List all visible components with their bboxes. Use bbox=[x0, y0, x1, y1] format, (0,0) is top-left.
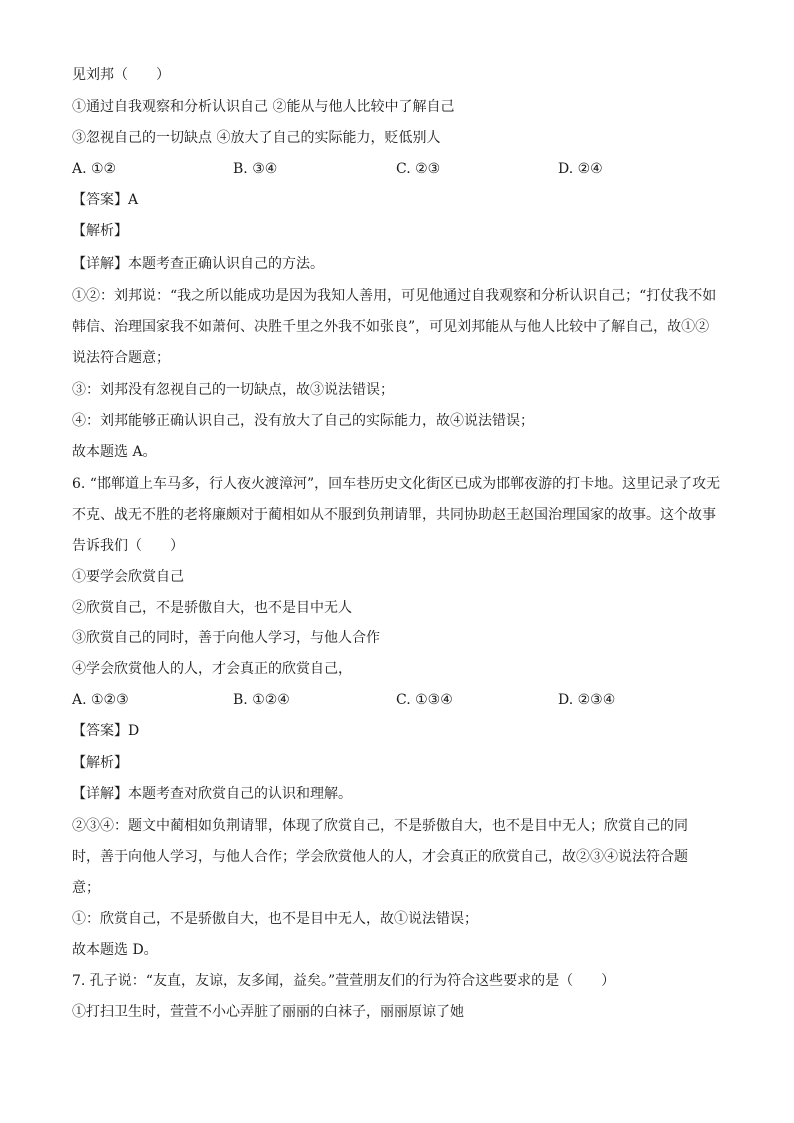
q5-conclusion: 故本题选 A。 bbox=[72, 444, 157, 460]
q6-choice-line: ①要学会欣赏自己 bbox=[72, 569, 184, 585]
q6-answer: 【答案】D bbox=[72, 723, 140, 739]
q5-option-d: D. ②④ bbox=[558, 161, 603, 177]
q5-option-b: B. ③④ bbox=[233, 161, 278, 177]
q5-detail-line: ①②：刘邦说：“我之所以能成功是因为我知人善用，可见他通过自我观察和分析认识自己；“打仗我不如 bbox=[72, 288, 717, 304]
q5-detail-line: ③：刘邦没有忽视自己的一切缺点，故③说法错误； bbox=[72, 382, 394, 398]
q6-option-a: A. ①②③ bbox=[72, 692, 129, 708]
q6-choice-line: ④学会欣赏他人的人，才会真正的欣赏自己， bbox=[72, 661, 352, 677]
q6-option-c: C. ①③④ bbox=[396, 692, 453, 708]
q5-detail-intro: 【详解】本题考查正确认识自己的方法。 bbox=[72, 256, 324, 272]
q5-detail-line: ④：刘邦能够正确认识自己，没有放大了自己的实际能力，故④说法错误； bbox=[72, 413, 534, 429]
q5-option-c: C. ②③ bbox=[396, 161, 441, 177]
q6-detail-line: ①：欣赏自己，不是骄傲自大，也不是目中无人，故①说法错误； bbox=[72, 911, 478, 927]
q6-conclusion: 故本题选 D。 bbox=[72, 942, 158, 958]
q6-choice-line: ②欣赏自己，不是骄傲自大，也不是目中无人 bbox=[72, 600, 352, 616]
q5-stem-end: 见刘邦（ ） bbox=[72, 67, 170, 83]
q6-detail-line: 时，善于向他人学习，与他人合作；学会欣赏他人的人，才会真正的欣赏自己，故②③④说法符合题 bbox=[72, 849, 688, 865]
q6-option-b: B. ①②④ bbox=[233, 692, 290, 708]
q5-answer: 【答案】A bbox=[72, 192, 139, 208]
q7-stem: 7. 孔子说：“友直，友谅，友多闻，益矣。”萱萱朋友们的行为符合这些要求的是（ ） bbox=[72, 973, 616, 989]
q6-detail-line: 意； bbox=[72, 880, 100, 896]
q6-option-d: D. ②③④ bbox=[558, 692, 616, 708]
q5-choice-line-1: ①通过自我观察和分析认识自己 ②能从与他人比较中了解自己 bbox=[72, 99, 455, 115]
q5-detail-line: 韩信、治理国家我不如萧何、决胜千里之外我不如张良”，可见刘邦能从与他人比较中了解自己，故①② bbox=[72, 319, 710, 335]
q6-detail-line: ②③④：题文中蔺相如负荆请罪，体现了欣赏自己，不是骄傲自大，也不是目中无人；欣赏自己的同 bbox=[72, 818, 688, 834]
q5-choice-line-2: ③忽视自己的一切缺点 ④放大了自己的实际能力，贬低别人 bbox=[72, 130, 441, 146]
q5-analysis-heading: 【解析】 bbox=[72, 223, 128, 239]
q5-option-a: A. ①② bbox=[72, 161, 117, 177]
q6-detail-intro: 【详解】本题考查对欣赏自己的认识和理解。 bbox=[72, 786, 352, 802]
q6-stem: 不克、战无不胜的老将廉颇对于蔺相如从不服到负荆请罪，共同协助赵王赵国治理国家的故事。这个故事 bbox=[72, 507, 716, 523]
q6-stem: 告诉我们（ ） bbox=[72, 538, 184, 554]
q5-detail-line: 说法符合题意； bbox=[72, 350, 170, 366]
q6-analysis-heading: 【解析】 bbox=[72, 755, 128, 771]
q7-choice-line: ①打扫卫生时，萱萱不小心弄脏了丽丽的白袜子，丽丽原谅了她 bbox=[72, 1004, 464, 1020]
q6-choice-line: ③欣赏自己的同时，善于向他人学习，与他人合作 bbox=[72, 630, 380, 646]
q6-stem: 6. “邯郸道上车马多，行人夜火渡漳河”，回车巷历史文化街区已成为邯郸夜游的打卡地。这里记录了攻无 bbox=[72, 476, 721, 492]
